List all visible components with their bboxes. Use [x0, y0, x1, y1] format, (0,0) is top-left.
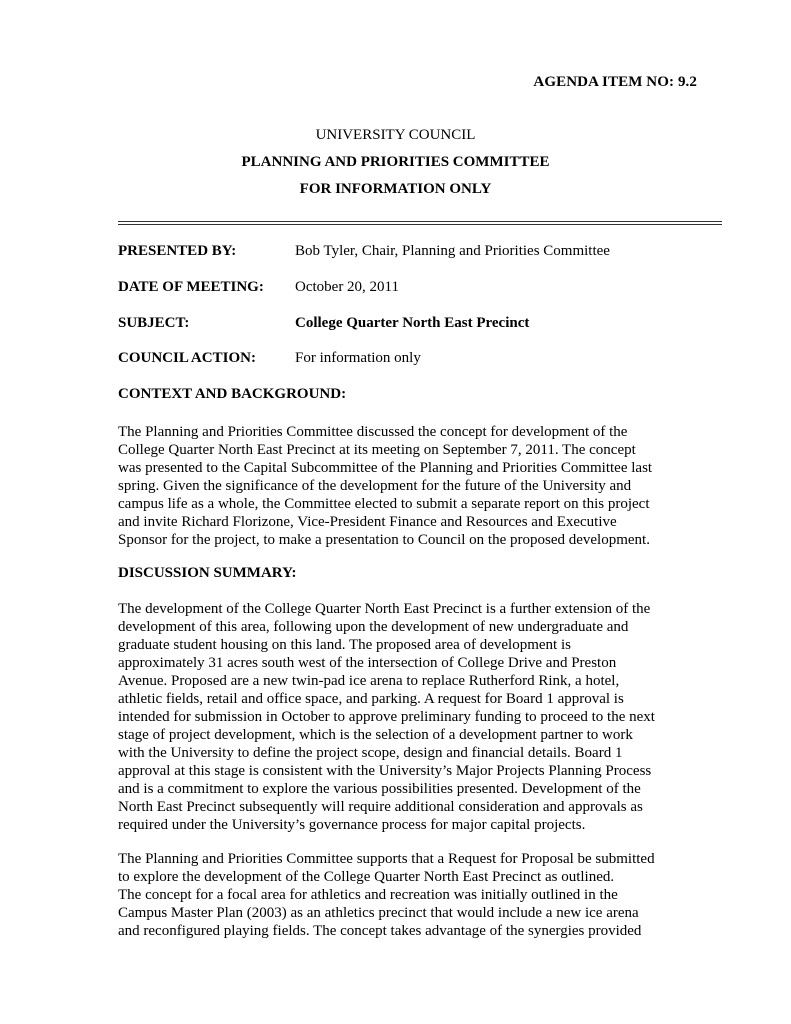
information-only-heading: FOR INFORMATION ONLY	[299, 181, 492, 197]
paragraph-line: was presented to the Capital Subcommittee of the Planning and Priorities Committee last	[118, 460, 653, 476]
council-action-label: COUNCIL ACTION:	[118, 350, 256, 366]
paragraph-line: spring. Given the significance of the development for the future of the University and	[118, 478, 632, 494]
paragraph-line: and invite Richard Florizone, Vice-President Finance and Resources and Executive	[118, 514, 617, 530]
context-section-title: CONTEXT AND BACKGROUND:	[118, 386, 347, 402]
paragraph-line: and reconfigured playing fields. The concept takes advantage of the synergies provided	[118, 923, 642, 939]
paragraph-line: athletic fields, retail and office space, and parking. A request for Board 1 approval is	[118, 691, 624, 707]
discussion-section-title: DISCUSSION SUMMARY:	[118, 565, 297, 581]
date-of-meeting-value: October 20, 2011	[295, 279, 400, 295]
paragraph-line: campus life as a whole, the Committee elected to submit a separate report on this project	[118, 496, 650, 512]
discussion-paragraph-2	[118, 850, 678, 940]
paragraph-line: The concept for a focal area for athletics and recreation was initially outlined in the	[118, 887, 618, 903]
presented-by-value: Bob Tyler, Chair, Planning and Priorities Committee	[295, 243, 610, 259]
presented-by-label: PRESENTED BY:	[118, 243, 237, 259]
paragraph-line: The development of the College Quarter North East Precinct is a further extension of the	[118, 601, 651, 617]
paragraph-line: Sponsor for the project, to make a presentation to Council on the proposed development.	[118, 532, 650, 548]
paragraph-line: development of this area, following upon the development of new undergraduate and	[118, 619, 629, 635]
subject-value: College Quarter North East Precinct	[295, 315, 530, 331]
council-action-value: For information only	[295, 350, 421, 366]
header-divider-bottom	[118, 224, 722, 225]
paragraph-line: The Planning and Priorities Committee discussed the concept for development of the	[118, 424, 628, 440]
council-heading: UNIVERSITY COUNCIL	[315, 127, 476, 143]
paragraph-line: intended for submission in October to approve preliminary funding to proceed to the next	[118, 709, 655, 725]
paragraph-line: The Planning and Priorities Committee supports that a Request for Proposal be submitted	[118, 851, 655, 867]
paragraph-line: Campus Master Plan (2003) as an athletics precinct that would include a new ice arena	[118, 905, 639, 921]
presented-by-row	[118, 243, 718, 263]
subject-row	[118, 315, 718, 335]
context-paragraph	[118, 423, 678, 549]
paragraph-line: approval at this stage is consistent with the University’s Major Projects Planning Process	[118, 763, 652, 779]
subject-label: SUBJECT:	[118, 315, 190, 331]
paragraph-line: North East Precinct subsequently will require additional consideration and approvals as	[118, 799, 643, 815]
paragraph-line: College Quarter North East Precinct at its meeting on September 7, 2011. The concept	[118, 442, 636, 458]
paragraph-line: approximately 31 acres south west of the intersection of College Drive and Preston	[118, 655, 617, 671]
paragraph-line: Avenue. Proposed are a new twin-pad ice arena to replace Rutherford Rink, a hotel,	[118, 673, 620, 689]
discussion-paragraph-1	[118, 600, 678, 834]
header-divider-top	[118, 221, 722, 222]
paragraph-line: stage of project development, which is the selection of a development partner to work	[118, 727, 633, 743]
council-action-row	[118, 350, 718, 370]
date-of-meeting-row	[118, 279, 718, 299]
agenda-item-number: AGENDA ITEM NO: 9.2	[533, 74, 697, 90]
paragraph-line: graduate student housing on this land. The proposed area of development is	[118, 637, 571, 653]
paragraph-line: with the University to define the project scope, design and financial details. Board 1	[118, 745, 623, 761]
committee-heading: PLANNING AND PRIORITIES COMMITTEE	[241, 154, 550, 170]
paragraph-line: to explore the development of the College Quarter North East Precinct as outlined.	[118, 869, 615, 885]
paragraph-line: required under the University’s governance process for major capital projects.	[118, 817, 586, 833]
date-of-meeting-label: DATE OF MEETING:	[118, 279, 264, 295]
paragraph-line: and is a commitment to explore the various possibilities presented. Development of the	[118, 781, 641, 797]
